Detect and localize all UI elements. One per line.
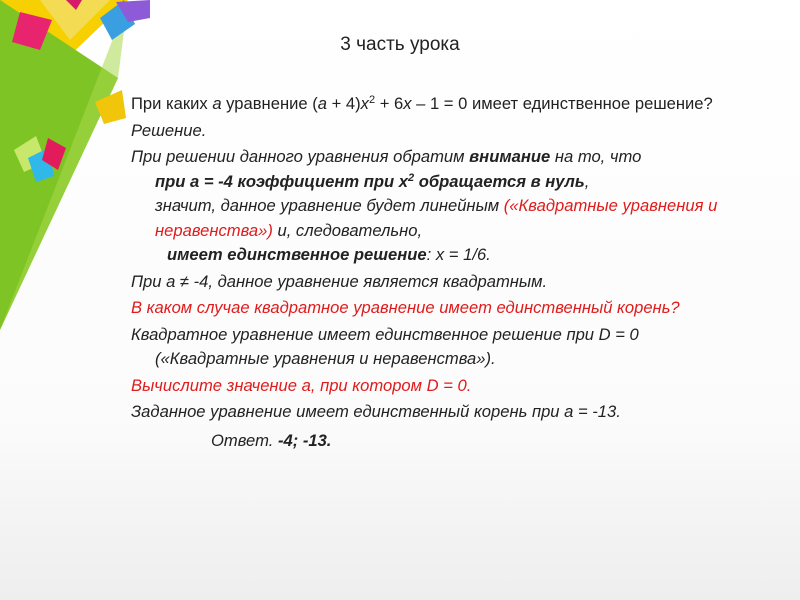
solution-paragraph-2: При а ≠ -4, данное уравнение является квадратным. (131, 271, 548, 291)
question-paragraph-red: В каком случае квадратное уравнение имеет единственный корень? (131, 298, 680, 317)
solution-paragraph-3: Квадратное уравнение имеет единственное решение при D = 0 («Квадратные уравнения и неравенства»). (131, 324, 639, 368)
answer-label: Ответ. (211, 430, 278, 450)
answer-value: -4; -13. (277, 430, 332, 450)
question-paragraph: При каких а уравнение $(а + 4)х^2 + 6х - 1 = 0$ имеет единственное решение? (131, 94, 713, 113)
solution-paragraph-1: При решении данного уравнения обратим внимание на то, что при а = -4 коэффициент при $х^2$ обращается в нуль, значит, данное уравнение будет линейным («Квадратные уравнения и неравенства») и, следовательно, имеет единственное решение: х = 1/6. (131, 147, 718, 264)
slide-title: 3 часть урока (340, 34, 460, 55)
answer-line (131, 429, 741, 454)
slide-content (131, 92, 741, 453)
solution-heading: Решение. (131, 120, 207, 140)
conclusion-paragraph: Заданное уравнение имеет единственный корень при а = -13. (131, 402, 621, 421)
task-paragraph-red: Вычислите значение а, при котором D = 0. (131, 375, 472, 395)
